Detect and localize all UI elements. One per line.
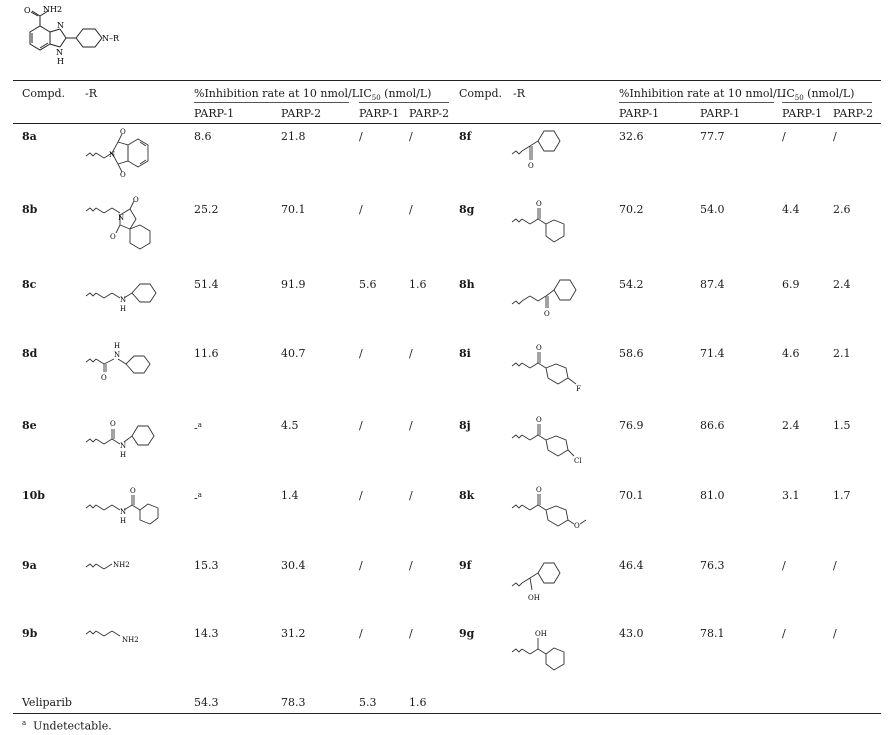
row-compd: 8j — [459, 419, 471, 432]
atom-label-n: N — [109, 151, 116, 159]
row-ic-parp2: / — [833, 627, 837, 640]
table-top-rule — [13, 80, 881, 81]
row-inh-parp1: 11.6 — [194, 347, 219, 360]
header-ic50-left: $IC_{50}$ (nmol/L) — [359, 87, 432, 103]
atom-label-n: N — [120, 442, 127, 450]
header-ic50-underline-left — [359, 102, 449, 103]
scaffold-label-n2: N — [56, 48, 63, 57]
row-inh-parp1: 14.3 — [194, 627, 219, 640]
row-inh-parp2: 70.1 — [281, 203, 306, 216]
atom-label-nh2: NH2 — [113, 561, 130, 569]
row-ic-parp2: 1.6 — [409, 278, 427, 291]
row-ic-parp1: / — [359, 489, 363, 502]
row-inh-parp2: 4.5 — [281, 419, 299, 432]
row-compd: 8i — [459, 347, 471, 360]
row-compd: 10b — [22, 489, 45, 502]
row-ic-parp1: 2.4 — [782, 419, 800, 432]
row-inh-parp1: 25.2 — [194, 203, 219, 216]
row-ic-parp1: 4.4 — [782, 203, 800, 216]
row-inh-parp1: 76.9 — [619, 419, 644, 432]
atom-label-n: N — [118, 214, 125, 222]
row-ic-parp2: / — [409, 419, 413, 432]
r-group-structure-8g — [508, 196, 593, 251]
atom-label-cl: Cl — [574, 457, 582, 465]
row-ic-parp2: / — [409, 203, 413, 216]
scaffold-label-h: H — [57, 57, 64, 66]
row-compd: Veliparib — [22, 696, 72, 709]
row-inh-parp2: 77.7 — [700, 130, 725, 143]
row-ic-parp1: 5.6 — [359, 278, 377, 291]
row-ic-parp1: 5.3 — [359, 696, 377, 709]
row-compd: 8f — [459, 130, 472, 143]
atom-label-o: O — [536, 200, 542, 208]
row-inh-parp2: 1.4 — [281, 489, 299, 502]
row-ic-parp1: / — [782, 130, 786, 143]
row-inh-parp2: 91.9 — [281, 278, 306, 291]
header-r-left: -R — [85, 87, 97, 100]
r-group-structure-9a — [82, 555, 162, 577]
atom-label-oh: OH — [535, 630, 547, 638]
atom-label-h: H — [114, 342, 121, 350]
r-group-structure-8e — [82, 412, 172, 462]
row-inh-parp2: 30.4 — [281, 559, 306, 572]
row-inh-parp2: 54.0 — [700, 203, 725, 216]
header-ic-parp2-right: PARP-2 — [833, 107, 874, 120]
row-ic-parp1: / — [782, 559, 786, 572]
row-ic-parp2: 2.6 — [833, 203, 851, 216]
scaffold-label-n1: N — [57, 21, 64, 30]
row-ic-parp2: / — [833, 559, 837, 572]
footnote: $^a$ Undetectable. — [22, 719, 112, 733]
row-ic-parp1: / — [359, 627, 363, 640]
row-ic-parp1: 6.9 — [782, 278, 800, 291]
row-ic-parp2: / — [409, 559, 413, 572]
r-group-structure-8c — [82, 272, 172, 317]
atom-label-o: O — [133, 196, 139, 204]
row-inh-parp1: 43.0 — [619, 627, 644, 640]
row-inh-parp1: 51.4 — [194, 278, 219, 291]
header-r-right: -R — [513, 87, 525, 100]
header-compd-left: Compd. — [22, 87, 66, 100]
row-inh-parp2: 78.1 — [700, 627, 725, 640]
row-ic-parp2: / — [409, 347, 413, 360]
row-inh-parp2: 78.3 — [281, 696, 306, 709]
r-group-structure-10b — [82, 484, 177, 534]
row-inh-parp1: -$^a$ — [194, 491, 202, 505]
r-group-structure-9b — [82, 622, 162, 648]
header-bottom-rule — [13, 123, 881, 124]
r-group-structure-9f — [508, 552, 593, 607]
header-parp1b-right: PARP-1 — [700, 107, 741, 120]
row-inh-parp1: 70.1 — [619, 489, 644, 502]
row-inh-parp1: -$^a$ — [194, 421, 202, 435]
row-ic-parp2: / — [409, 627, 413, 640]
row-inh-parp2: 87.4 — [700, 278, 725, 291]
atom-label-o: O — [528, 162, 534, 170]
header-compd-right: Compd. — [459, 87, 503, 100]
row-compd: 8d — [22, 347, 38, 360]
table-bottom-rule — [13, 713, 881, 714]
row-ic-parp1: 3.1 — [782, 489, 800, 502]
row-inh-parp2: 86.6 — [700, 419, 725, 432]
atom-label-o: O — [536, 486, 542, 494]
header-ic-parp1-right: PARP-1 — [782, 107, 823, 120]
row-ic-parp2: / — [833, 130, 837, 143]
row-ic-parp2: 2.4 — [833, 278, 851, 291]
atom-label-h: H — [120, 517, 127, 525]
row-inh-parp1: 8.6 — [194, 130, 212, 143]
header-parp1-left: PARP-1 — [194, 107, 235, 120]
row-compd: 9f — [459, 559, 472, 572]
row-ic-parp2: 1.7 — [833, 489, 851, 502]
scaffold-label-nh2: NH2 — [43, 5, 63, 14]
row-inh-parp2: 81.0 — [700, 489, 725, 502]
atom-label-n: N — [120, 296, 127, 304]
row-inh-parp2: 71.4 — [700, 347, 725, 360]
atom-label-o: O — [574, 522, 580, 530]
row-inh-parp2: 31.2 — [281, 627, 306, 640]
row-compd: 9a — [22, 559, 37, 572]
row-ic-parp1: / — [359, 130, 363, 143]
row-ic-parp1: / — [782, 627, 786, 640]
row-ic-parp2: / — [409, 130, 413, 143]
r-group-structure-8b — [82, 195, 177, 253]
atom-label-o: O — [536, 344, 542, 352]
row-ic-parp1: 4.6 — [782, 347, 800, 360]
row-compd: 8h — [459, 278, 475, 291]
row-ic-parp1: / — [359, 419, 363, 432]
row-compd: 9b — [22, 627, 38, 640]
r-group-structure-8i — [508, 340, 603, 395]
row-ic-parp1: / — [359, 203, 363, 216]
atom-label-o: O — [120, 171, 126, 178]
row-ic-parp2: 2.1 — [833, 347, 851, 360]
header-ic50-right: $IC_{50}$ (nmol/L) — [782, 87, 855, 103]
atom-label-h: H — [120, 305, 127, 313]
row-ic-parp1: / — [359, 347, 363, 360]
r-group-structure-8h — [508, 268, 593, 323]
scaffold-label-nr: N–R — [102, 34, 120, 43]
row-compd: 8b — [22, 203, 38, 216]
atom-label-o: O — [536, 416, 542, 424]
r-group-structure-8a — [82, 128, 177, 178]
atom-label-oh: OH — [528, 594, 540, 602]
atom-label-o: O — [544, 310, 550, 318]
header-ic-parp2-left: PARP-2 — [409, 107, 450, 120]
row-compd: 8g — [459, 203, 475, 216]
header-ic50-underline-right — [782, 102, 872, 103]
row-inh-parp2: 21.8 — [281, 130, 306, 143]
row-compd: 8a — [22, 130, 37, 143]
atom-label-h: H — [120, 451, 127, 459]
atom-label-o: O — [120, 128, 126, 136]
r-group-structure-8f — [508, 120, 588, 175]
atom-label-n: N — [120, 508, 127, 516]
atom-label-o: O — [110, 233, 116, 241]
row-inh-parp1: 54.2 — [619, 278, 644, 291]
row-compd: 8c — [22, 278, 37, 291]
atom-label-n: N — [114, 351, 121, 359]
scaffold-label-o: O — [24, 6, 31, 15]
r-group-structure-9g — [508, 622, 593, 677]
atom-label-nh2: NH2 — [122, 636, 139, 644]
row-ic-parp2: / — [409, 489, 413, 502]
row-ic-parp2: 1.6 — [409, 696, 427, 709]
row-inh-parp1: 46.4 — [619, 559, 644, 572]
row-inh-parp1: 54.3 — [194, 696, 219, 709]
atom-label-o: O — [130, 487, 136, 495]
atom-label-o: O — [101, 374, 107, 382]
row-ic-parp2: 1.5 — [833, 419, 851, 432]
r-group-structure-8d — [82, 340, 172, 385]
header-inhibition-underline-left — [194, 102, 349, 103]
row-inh-parp1: 32.6 — [619, 130, 644, 143]
row-inh-parp2: 76.3 — [700, 559, 725, 572]
row-inh-parp1: 70.2 — [619, 203, 644, 216]
atom-label-f: F — [576, 385, 581, 393]
row-inh-parp1: 15.3 — [194, 559, 219, 572]
header-ic-parp1-left: PARP-1 — [359, 107, 400, 120]
header-inhibition-right: %Inhibition rate at 10 nmol/L — [619, 87, 785, 100]
atom-label-o: O — [110, 420, 116, 428]
row-compd: 8k — [459, 489, 475, 502]
scaffold-structure — [10, 4, 145, 74]
row-inh-parp2: 40.7 — [281, 347, 306, 360]
row-inh-parp1: 58.6 — [619, 347, 644, 360]
header-parp2-left: PARP-2 — [281, 107, 322, 120]
header-inhibition-left: %Inhibition rate at 10 nmol/L — [194, 87, 360, 100]
header-parp1a-right: PARP-1 — [619, 107, 660, 120]
row-compd: 8e — [22, 419, 37, 432]
row-ic-parp1: / — [359, 559, 363, 572]
r-group-structure-8j — [508, 412, 603, 467]
r-group-structure-8k — [508, 482, 608, 537]
row-compd: 9g — [459, 627, 475, 640]
header-inhibition-underline-right — [619, 102, 774, 103]
